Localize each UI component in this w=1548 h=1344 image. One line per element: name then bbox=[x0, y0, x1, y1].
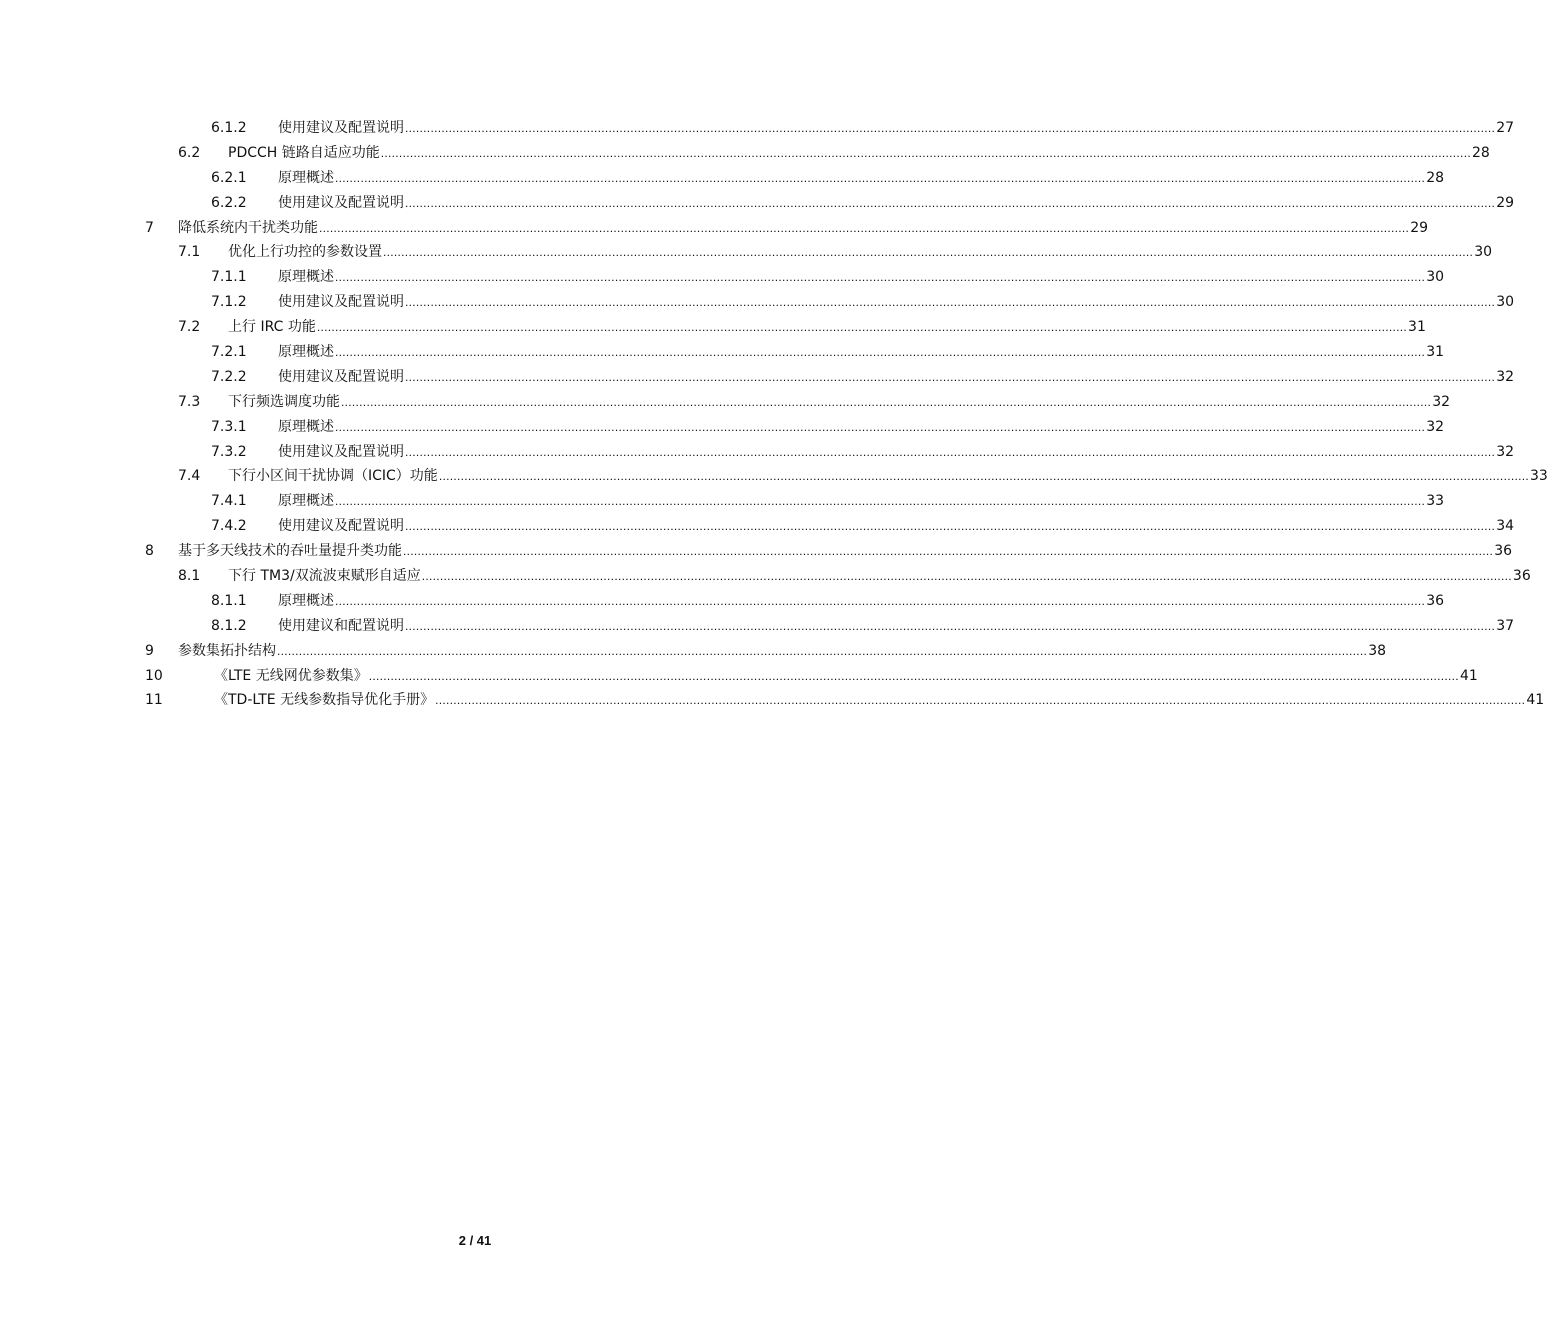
toc-entry-number: 7.1.1 bbox=[211, 269, 247, 286]
dot-leader: ............................................................................................................................................................................................................................................................................................................ bbox=[383, 245, 1474, 260]
toc-entry-number: 10 bbox=[145, 667, 163, 684]
dot-leader: ............................................................................................................................................................................................................................................................................................................ bbox=[405, 369, 1496, 384]
toc-entry[interactable] bbox=[0, 315, 1426, 340]
dot-leader: ............................................................................................................................................................................................................................................................................................................ bbox=[335, 419, 1426, 434]
toc-entry[interactable] bbox=[0, 539, 1513, 564]
dot-leader: ............................................................................................................................................................................................................................................................................................................ bbox=[435, 693, 1526, 708]
toc-entry-line bbox=[278, 116, 1515, 141]
dot-leader: ............................................................................................................................................................................................................................................................................................................ bbox=[368, 668, 1459, 683]
toc-entry-title: 原理概述 bbox=[278, 418, 334, 435]
toc-entry-number: 11 bbox=[145, 692, 163, 709]
dot-leader: ............................................................................................................................................................................................................................................................................................................ bbox=[335, 170, 1426, 185]
dot-leader: ............................................................................................................................................................................................................................................................................................................ bbox=[405, 295, 1496, 310]
toc-entry-page: 41 bbox=[1526, 692, 1545, 709]
dot-leader: ............................................................................................................................................................................................................................................................................................................ bbox=[380, 145, 1471, 160]
toc-entry-line bbox=[278, 440, 1515, 465]
toc-entry-title: 原理概述 bbox=[278, 493, 334, 510]
toc-entry-title: 上行 IRC 功能 bbox=[228, 319, 316, 336]
toc-entry-title: 基于多天线技术的吞吐量提升类功能 bbox=[178, 543, 402, 560]
toc-entry-number: 8 bbox=[145, 543, 154, 560]
toc-entry[interactable] bbox=[0, 265, 1445, 290]
toc-entry-number: 9 bbox=[145, 642, 154, 659]
toc-entry[interactable] bbox=[0, 240, 1493, 265]
toc-entry-line bbox=[228, 315, 1426, 340]
toc-entry-number: 6.2 bbox=[178, 144, 201, 161]
toc-entry-page: 34 bbox=[1496, 518, 1515, 535]
toc-entry-page: 31 bbox=[1408, 319, 1426, 336]
toc-entry-page: 33 bbox=[1426, 493, 1445, 510]
toc-entry-page: 31 bbox=[1426, 344, 1445, 361]
page-number-footer: 2 / 41 bbox=[458, 1233, 492, 1248]
toc-entry[interactable] bbox=[0, 216, 1429, 241]
toc-entry-title: 下行小区间干扰协调（ICIC）功能 bbox=[228, 468, 438, 485]
toc-entry-title: 使用建议及配置说明 bbox=[278, 194, 404, 211]
toc-entry-number: 7.2.1 bbox=[211, 344, 247, 361]
toc-entry-line bbox=[278, 290, 1515, 315]
toc-entry[interactable] bbox=[0, 290, 1515, 315]
toc-entry-title: 《LTE 无线网优参数集》 bbox=[214, 667, 368, 684]
toc-entry-title: 原理概述 bbox=[278, 344, 334, 361]
toc-entry-number: 6.2.1 bbox=[211, 169, 247, 186]
toc-entry[interactable] bbox=[0, 664, 1478, 689]
toc-entry-title: 使用建议及配置说明 bbox=[278, 518, 404, 535]
toc-entry-page: 30 bbox=[1426, 269, 1445, 286]
toc-entry-line bbox=[178, 539, 1513, 564]
dot-leader: ............................................................................................................................................................................................................................................................................................................ bbox=[335, 593, 1426, 608]
toc-entry-line bbox=[228, 564, 1531, 589]
toc-entry[interactable] bbox=[0, 688, 1545, 713]
toc-entry-page: 37 bbox=[1496, 617, 1515, 634]
toc-entry-page: 36 bbox=[1426, 592, 1445, 609]
toc-entry-line bbox=[228, 464, 1548, 489]
toc-entry-page: 32 bbox=[1496, 443, 1515, 460]
toc-entry-line bbox=[178, 216, 1429, 241]
toc-entry-number: 7.3.1 bbox=[211, 418, 247, 435]
toc-entry-page: 32 bbox=[1432, 393, 1451, 410]
toc-entry[interactable] bbox=[0, 639, 1387, 664]
dot-leader: ............................................................................................................................................................................................................................................................................................................ bbox=[405, 519, 1496, 534]
toc-entry-line bbox=[278, 265, 1445, 290]
toc-entry-title: 《TD-LTE 无线参数指导优化手册》 bbox=[214, 692, 435, 709]
toc-entry-title: 优化上行功控的参数设置 bbox=[228, 244, 382, 261]
dot-leader: ............................................................................................................................................................................................................................................................................................................ bbox=[335, 345, 1426, 360]
toc-entry-page: 32 bbox=[1426, 418, 1445, 435]
toc-entry[interactable] bbox=[0, 614, 1515, 639]
toc-entry-number: 6.1.2 bbox=[211, 120, 247, 136]
toc-entry-line bbox=[278, 166, 1445, 191]
toc-entry-line bbox=[278, 340, 1445, 365]
toc-entry-page: 28 bbox=[1471, 144, 1490, 161]
toc-entry-number: 7.3 bbox=[178, 393, 201, 410]
toc-entry[interactable] bbox=[0, 116, 1515, 141]
toc-entry[interactable] bbox=[0, 191, 1515, 216]
toc-entry[interactable] bbox=[0, 390, 1451, 415]
toc-entry-number: 7.2.2 bbox=[211, 368, 247, 385]
toc-entry-line bbox=[278, 589, 1445, 614]
toc-entry[interactable] bbox=[0, 440, 1515, 465]
toc-entry-number: 8.1.2 bbox=[211, 617, 247, 634]
toc-entry[interactable] bbox=[0, 589, 1445, 614]
toc-entry-line bbox=[278, 365, 1515, 390]
dot-leader: ............................................................................................................................................................................................................................................................................................................ bbox=[405, 618, 1496, 633]
toc-entry-number: 7.1.2 bbox=[211, 294, 247, 311]
toc-entry-line bbox=[278, 415, 1445, 440]
toc-entry[interactable] bbox=[0, 141, 1490, 166]
toc-entry[interactable] bbox=[0, 365, 1515, 390]
dot-leader: ............................................................................................................................................................................................................................................................................................................ bbox=[335, 270, 1426, 285]
toc-entry-page: 41 bbox=[1459, 667, 1478, 684]
toc-entry-page: 28 bbox=[1426, 169, 1445, 186]
table-of-contents bbox=[0, 116, 1548, 713]
toc-entry[interactable] bbox=[0, 464, 1548, 489]
toc-entry-number: 7 bbox=[145, 219, 154, 236]
toc-entry-page: 27 bbox=[1496, 120, 1515, 136]
toc-entry-line bbox=[278, 191, 1515, 216]
dot-leader: ............................................................................................................................................................................................................................................................................................................ bbox=[316, 320, 1408, 335]
toc-entry-page: 30 bbox=[1496, 294, 1515, 311]
toc-entry[interactable] bbox=[0, 166, 1445, 191]
toc-entry-number: 7.2 bbox=[178, 319, 201, 336]
toc-entry-line bbox=[214, 664, 1478, 689]
toc-entry-number: 8.1.1 bbox=[211, 592, 247, 609]
toc-entry-title: 参数集拓扑结构 bbox=[178, 642, 276, 659]
toc-entry-page: 30 bbox=[1474, 244, 1493, 261]
dot-leader: ............................................................................................................................................................................................................................................................................................................ bbox=[403, 544, 1494, 559]
dot-leader: ............................................................................................................................................................................................................................................................................................................ bbox=[335, 494, 1426, 509]
toc-entry-title: 降低系统内干扰类功能 bbox=[178, 219, 318, 236]
dot-leader: ............................................................................................................................................................................................................................................................................................................ bbox=[405, 121, 1496, 135]
toc-entry-title: 使用建议及配置说明 bbox=[278, 294, 404, 311]
dot-leader: ............................................................................................................................................................................................................................................................................................................ bbox=[421, 569, 1512, 584]
toc-entry-title: 使用建议和配置说明 bbox=[278, 617, 404, 634]
toc-entry-number: 7.3.2 bbox=[211, 443, 247, 460]
toc-entry-page: 29 bbox=[1496, 194, 1515, 211]
toc-entry-title: 下行 TM3/双流波束赋形自适应 bbox=[228, 568, 421, 585]
toc-entry-line bbox=[228, 141, 1490, 166]
toc-entry-line bbox=[278, 614, 1515, 639]
toc-entry-line bbox=[278, 514, 1515, 539]
toc-entry-page: 29 bbox=[1410, 219, 1429, 236]
toc-entry-page: 38 bbox=[1368, 642, 1387, 659]
toc-entry-title: PDCCH 链路自适应功能 bbox=[228, 144, 380, 161]
toc-entry-title: 下行频选调度功能 bbox=[228, 393, 340, 410]
toc-entry-title: 使用建议及配置说明 bbox=[278, 443, 404, 460]
toc-entry[interactable] bbox=[0, 564, 1531, 589]
dot-leader: ............................................................................................................................................................................................................................................................................................................ bbox=[405, 195, 1496, 210]
toc-entry-page: 36 bbox=[1494, 543, 1513, 560]
toc-entry-line bbox=[228, 240, 1493, 265]
toc-entry-title: 原理概述 bbox=[278, 592, 334, 609]
toc-entry[interactable] bbox=[0, 514, 1515, 539]
toc-entry-line bbox=[214, 688, 1545, 713]
toc-entry-line bbox=[178, 639, 1387, 664]
toc-entry-title: 原理概述 bbox=[278, 269, 334, 286]
toc-entry-line bbox=[278, 489, 1445, 514]
toc-entry-line bbox=[228, 390, 1451, 415]
toc-entry[interactable] bbox=[0, 340, 1445, 365]
toc-entry-page: 32 bbox=[1496, 368, 1515, 385]
toc-entry-page: 33 bbox=[1530, 468, 1548, 485]
toc-entry-number: 8.1 bbox=[178, 568, 201, 585]
toc-entry-number: 7.4.1 bbox=[211, 493, 247, 510]
dot-leader: ............................................................................................................................................................................................................................................................................................................ bbox=[277, 643, 1368, 658]
toc-entry-title: 原理概述 bbox=[278, 169, 334, 186]
toc-entry-number: 7.1 bbox=[178, 244, 201, 261]
dot-leader: ............................................................................................................................................................................................................................................................................................................ bbox=[341, 394, 1432, 409]
toc-entry-title: 使用建议及配置说明 bbox=[278, 120, 404, 136]
toc-entry-number: 6.2.2 bbox=[211, 194, 247, 211]
toc-entry-page: 36 bbox=[1512, 568, 1531, 585]
toc-entry-number: 7.4.2 bbox=[211, 518, 247, 535]
toc-entry[interactable] bbox=[0, 415, 1445, 440]
dot-leader: ............................................................................................................................................................................................................................................................................................................ bbox=[405, 444, 1496, 459]
toc-entry-title: 使用建议及配置说明 bbox=[278, 368, 404, 385]
dot-leader: ............................................................................................................................................................................................................................................................................................................ bbox=[438, 469, 1530, 484]
dot-leader: ............................................................................................................................................................................................................................................................................................................ bbox=[319, 220, 1410, 235]
toc-entry-number: 7.4 bbox=[178, 468, 201, 485]
toc-entry[interactable] bbox=[0, 489, 1445, 514]
